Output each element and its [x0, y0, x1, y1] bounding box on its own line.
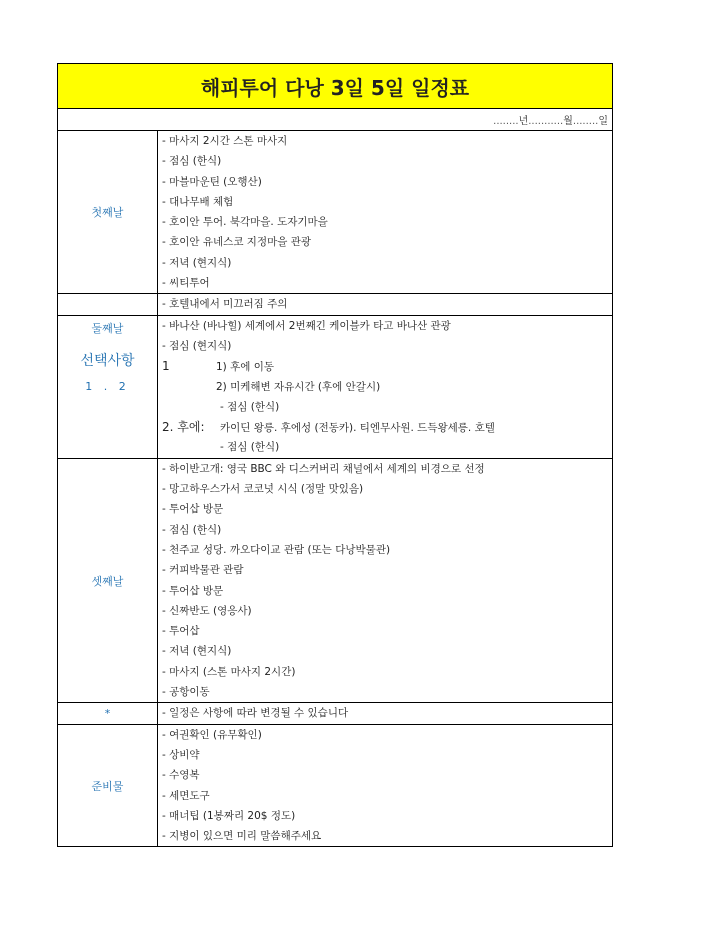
note2-label [58, 703, 158, 723]
list-item: - 호이안 투어. 북각마을. 도자기마을 [162, 216, 328, 229]
list-item: - 수영복 [162, 769, 200, 782]
list-item: - 씨티투어 [162, 277, 210, 290]
list-item: - 매너팁 (1봉짜리 20$ 정도) [162, 809, 296, 822]
day2-section [57, 316, 613, 459]
date-year-blank: ........ [493, 116, 519, 127]
option1-a: 1) 후에 이동 [216, 361, 275, 374]
list-item: - 저녁 (현지식) [162, 645, 232, 658]
note2-section [57, 703, 613, 724]
list-item: - 바나산 (바나힐) 세계에서 2번째긴 케이블카 타고 바나산 관광 [162, 319, 451, 332]
option2-c: - 점심 (한식) [220, 441, 280, 454]
list-item: - 호텔내에서 미끄러짐 주의 [162, 298, 288, 311]
list-item: - 마블마운틴 (오행산) [162, 175, 262, 188]
option2-text: 카이딘 왕릉. 후에성 (전동카). 티엔무사원. 드득왕세릉. 호텔 [220, 422, 495, 435]
list-item: - 저녁 (현지식) [162, 256, 232, 269]
prep-items [158, 725, 612, 847]
day2-items [158, 316, 612, 458]
list-item: - 대나무배 체험 [162, 195, 234, 208]
date-year-label: 년 [518, 116, 529, 127]
list-item: - 지병이 있으면 미리 말씀해주세요 [162, 830, 322, 843]
note1-items [158, 294, 612, 314]
day1-items [158, 131, 612, 293]
list-item: - 공항이동 [162, 686, 210, 699]
option2-line [162, 417, 612, 437]
list-item: - 점심 (한식) [162, 155, 222, 168]
list-item: - 투어삽 방문 [162, 584, 224, 597]
option1-number: 1 [162, 359, 170, 374]
list-item: - 마사지 2시간 스톤 마사지 [162, 135, 288, 147]
day2-label-text: 둘째날 [91, 321, 124, 335]
list-item: - 투어삽 방문 [162, 503, 224, 516]
list-item: - 여권확인 (유무확인) [162, 728, 262, 741]
option2-number: 2. 후에: [162, 420, 205, 435]
day3-section [57, 459, 613, 704]
day3-items [158, 459, 612, 703]
list-item: - 하이반고개: 영국 BBC 와 디스커버리 채널에서 세계의 비경으로 선정 [162, 462, 485, 475]
day3-label [58, 459, 158, 703]
day2-label [58, 316, 158, 458]
list-item: - 점심 (현지식) [162, 339, 232, 352]
day1-section [57, 131, 613, 294]
list-item: - 상비약 [162, 748, 200, 761]
day2-option-sub: 1 . 2 [85, 379, 130, 393]
date-day-blank: ........ [572, 116, 599, 127]
option1-b: 2) 미케해변 자유시간 (후에 안갈시) [216, 380, 381, 393]
list-item: - 세면도구 [162, 789, 210, 802]
prep-label-text: 준비물 [91, 779, 124, 793]
day3-label-text: 셋째날 [91, 574, 124, 588]
prep-label [58, 725, 158, 847]
list-item: - 신짜반도 (영응사) [162, 604, 252, 617]
note1-section [57, 294, 613, 315]
itinerary-title: 해피투어 다낭 3일 5일 일정표 [57, 63, 613, 109]
day1-label-text: 첫째날 [91, 206, 124, 220]
date-month-label: 월 [563, 116, 573, 127]
list-item: - 망고하우스가서 코코넛 시식 (정말 맛있음) [162, 483, 364, 496]
date-month-blank: ........... [528, 116, 564, 127]
list-item: - 커피박물관 관람 [162, 564, 244, 577]
list-item: - 점심 (한식) [162, 523, 222, 536]
day1-label [58, 131, 158, 293]
option1-c: - 점심 (한식) [220, 400, 280, 413]
list-item: - 투어삽 [162, 625, 200, 638]
list-item: - 호이안 유네스코 지정마을 관광 [162, 236, 311, 249]
list-item: - 마사지 (스톤 마사지 2시간) [162, 665, 296, 678]
prep-section [57, 725, 613, 848]
date-day-label: 일 [598, 116, 608, 127]
itinerary-sheet [57, 63, 613, 847]
note2-items [158, 703, 612, 723]
note1-label [58, 294, 158, 314]
day2-option-title: 선택사항 [80, 352, 135, 369]
list-item: - 천주교 성당. 까오다이교 관람 (또는 다낭박물관) [162, 543, 391, 556]
date-row [57, 109, 613, 131]
list-item: - 일정은 사항에 따라 변경될 수 있습니다 [162, 707, 349, 720]
note2-label-text: * [104, 706, 111, 720]
option1-line-a [162, 356, 612, 376]
